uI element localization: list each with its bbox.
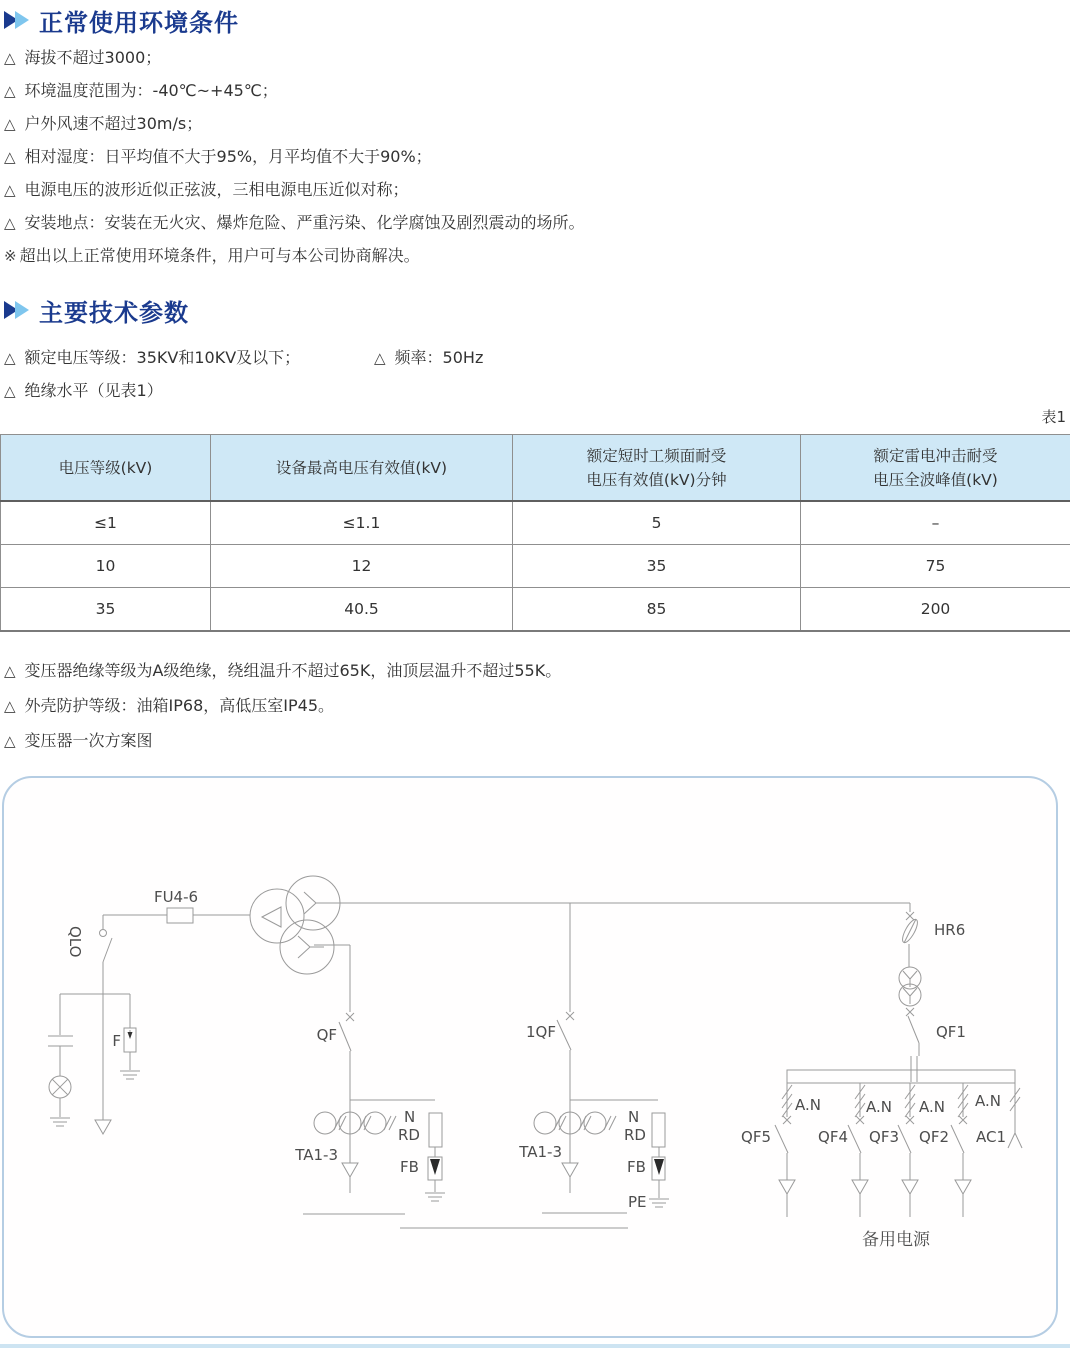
triangle-bullet-icon: △ <box>4 732 16 750</box>
table-row <box>1 545 1070 588</box>
list-item <box>4 696 334 716</box>
note-bullet-icon: ※ <box>4 247 17 265</box>
wye-winding-icon <box>298 936 324 958</box>
label-backup-power: 备用电源 <box>862 1230 930 1250</box>
label-hr6: HR6 <box>934 921 966 939</box>
triangle-bullet-icon: △ <box>374 349 386 367</box>
label-an: A.N <box>795 1096 821 1114</box>
list-item <box>4 114 202 134</box>
param-item-voltage <box>4 348 300 368</box>
list-item <box>4 48 161 68</box>
list-item-text: 变压器绝缘等级为A级绝缘，绕组温升不超过65K，油顶层温升不超过55K。 <box>24 661 562 680</box>
fuse-f-symbol <box>124 1028 136 1052</box>
label-qf3: QF3 <box>869 1128 899 1146</box>
header-line: 电压有效值(kV)分钟 <box>586 470 727 489</box>
label-ta1-3: TA1-3 <box>519 1143 562 1161</box>
breaker-qf1 <box>906 1008 919 1082</box>
table-row <box>1 501 1070 545</box>
table-header-row <box>1 435 1070 502</box>
label-an: A.N <box>975 1092 1001 1110</box>
table-row <box>1 588 1070 632</box>
arrester-fb-symbol <box>428 1157 442 1180</box>
list-item <box>4 147 432 167</box>
table-header-cell <box>801 435 1070 502</box>
label-rd: RD <box>624 1126 646 1144</box>
list-item-text: 电源电压的波形近似正弦波，三相电源电压近似对称； <box>24 180 409 199</box>
arrester-fb-symbol <box>652 1157 665 1180</box>
label-n: N <box>404 1108 416 1126</box>
triangle-bullet-icon: △ <box>4 697 16 715</box>
label-qf4: QF4 <box>818 1128 848 1146</box>
list-item <box>4 180 409 200</box>
param-text: 绝缘水平（见表1） <box>24 381 163 400</box>
station-transformer-symbol <box>899 967 921 1006</box>
list-item-text: 海拔不超过3000； <box>24 48 162 67</box>
feeder-ac1 <box>1008 1083 1022 1148</box>
label-qf5: QF5 <box>741 1128 771 1146</box>
header-line: 额定雷电冲击耐受 <box>873 446 998 465</box>
note-item <box>4 246 420 266</box>
header-line: 额定短时工频面耐受 <box>586 446 727 465</box>
section2-header <box>4 296 189 327</box>
header-line: 电压全波峰值(kV) <box>873 470 998 489</box>
table-cell: 85 <box>513 588 801 632</box>
label-fb: FB <box>627 1158 646 1176</box>
table-cell: 35 <box>513 545 801 588</box>
fuse-fu4-6-symbol <box>103 908 250 923</box>
feeder-qf5 <box>775 1083 795 1217</box>
header-line: 电压等级(kV) <box>58 458 153 477</box>
table-caption: 表1 <box>1041 408 1066 426</box>
list-item <box>4 661 561 681</box>
list-item-text: 外壳防护等级：油箱IP68，高低压室IP45。 <box>24 696 335 715</box>
page-bottom-band <box>0 1344 1070 1348</box>
triangle-bullet-icon: △ <box>4 181 16 199</box>
label-qf1: QF1 <box>936 1023 966 1041</box>
note-text: 超出以上正常使用环境条件，用户可与本公司协商解决。 <box>19 246 420 265</box>
section2-title: 主要技术参数 <box>39 298 189 327</box>
spec-table <box>0 434 1070 632</box>
fuse-hr6-symbol <box>900 903 920 967</box>
qlo-disconnector <box>95 915 112 1134</box>
label-ac1: AC1 <box>975 1128 1006 1146</box>
table-cell: 35 <box>1 588 211 632</box>
label-qf: QF <box>316 1026 337 1044</box>
table-header-cell <box>211 435 513 502</box>
feeder-qf3 <box>898 1083 918 1217</box>
label-pe: PE <box>628 1193 647 1211</box>
arrester-rd-symbol <box>652 1113 665 1147</box>
triangle-bullet-icon: △ <box>4 382 16 400</box>
feeder-qf2 <box>951 1083 971 1217</box>
triangle-bullet-icon: △ <box>4 115 16 133</box>
list-item-text: 变压器一次方案图 <box>24 731 153 750</box>
table-cell: – <box>801 501 1070 545</box>
header-line: 设备最高电压有效值(kV) <box>275 458 448 477</box>
delta-winding-icon <box>262 907 281 927</box>
section1-title: 正常使用环境条件 <box>39 8 239 37</box>
section-arrow-light-icon <box>15 301 29 319</box>
label-fb: FB <box>400 1158 419 1176</box>
list-item-text: 安装地点：安装在无火灾、爆炸危险、严重污染、化学腐蚀及剧烈震动的场所。 <box>24 213 585 232</box>
list-item <box>4 731 153 751</box>
triangle-bullet-icon: △ <box>4 49 16 67</box>
list-item-text: 户外风速不超过30m/s； <box>24 114 203 133</box>
list-item <box>4 81 278 101</box>
triangle-bullet-icon: △ <box>4 82 16 100</box>
table-cell: 12 <box>211 545 513 588</box>
param-item-insulation <box>4 381 163 401</box>
aux-branch <box>48 994 140 1126</box>
label-qf2: QF2 <box>919 1128 949 1146</box>
single-line-diagram <box>4 778 1056 1336</box>
param-item-frequency <box>374 348 483 368</box>
current-transformer-ta1-3 <box>534 1112 616 1134</box>
table-header-cell <box>1 435 211 502</box>
lv-distribution-busbar <box>787 1070 1015 1083</box>
current-transformer-ta1-3 <box>314 1112 396 1134</box>
section-arrow-light-icon <box>15 11 29 29</box>
table-cell: 10 <box>1 545 211 588</box>
label-an: A.N <box>919 1098 945 1116</box>
table-cell: 75 <box>801 545 1070 588</box>
lamp-icon <box>49 1076 71 1098</box>
param-text: 频率：50Hz <box>394 348 484 367</box>
arrester-rd-symbol <box>429 1113 442 1147</box>
triangle-bullet-icon: △ <box>4 662 16 680</box>
label-1qf: 1QF <box>526 1023 556 1041</box>
label-fu4-6: FU4-6 <box>153 888 199 906</box>
table-cell: 40.5 <box>211 588 513 632</box>
label-rd: RD <box>398 1126 420 1144</box>
section1-header <box>4 6 239 37</box>
label-f: F <box>112 1032 121 1050</box>
list-item-text: 相对湿度：日平均值不大于95%，月平均值不大于90%； <box>24 147 432 166</box>
schematic-panel <box>2 776 1058 1338</box>
table-cell: ≤1.1 <box>211 501 513 545</box>
triangle-bullet-icon: △ <box>4 214 16 232</box>
table-header-cell <box>513 435 801 502</box>
table-cell: 5 <box>513 501 801 545</box>
list-item <box>4 213 585 233</box>
label-an: A.N <box>866 1098 892 1116</box>
feeder-qf4 <box>848 1083 868 1217</box>
table-cell: 200 <box>801 588 1070 632</box>
label-qlo: QLO <box>66 926 84 958</box>
label-n: N <box>628 1108 640 1126</box>
param-text: 额定电压等级：35KV和10KV及以下； <box>24 348 301 367</box>
capacitor-symbol <box>48 1036 73 1046</box>
breaker-1qf <box>400 903 669 1228</box>
label-ta1-3: TA1-3 <box>295 1146 338 1164</box>
list-item-text: 环境温度范围为：-40℃~+45℃； <box>24 81 278 100</box>
table-cell: ≤1 <box>1 501 211 545</box>
triangle-bullet-icon: △ <box>4 148 16 166</box>
diagram-labels <box>66 888 1006 1250</box>
triangle-bullet-icon: △ <box>4 349 16 367</box>
transformer-symbol <box>250 876 340 974</box>
